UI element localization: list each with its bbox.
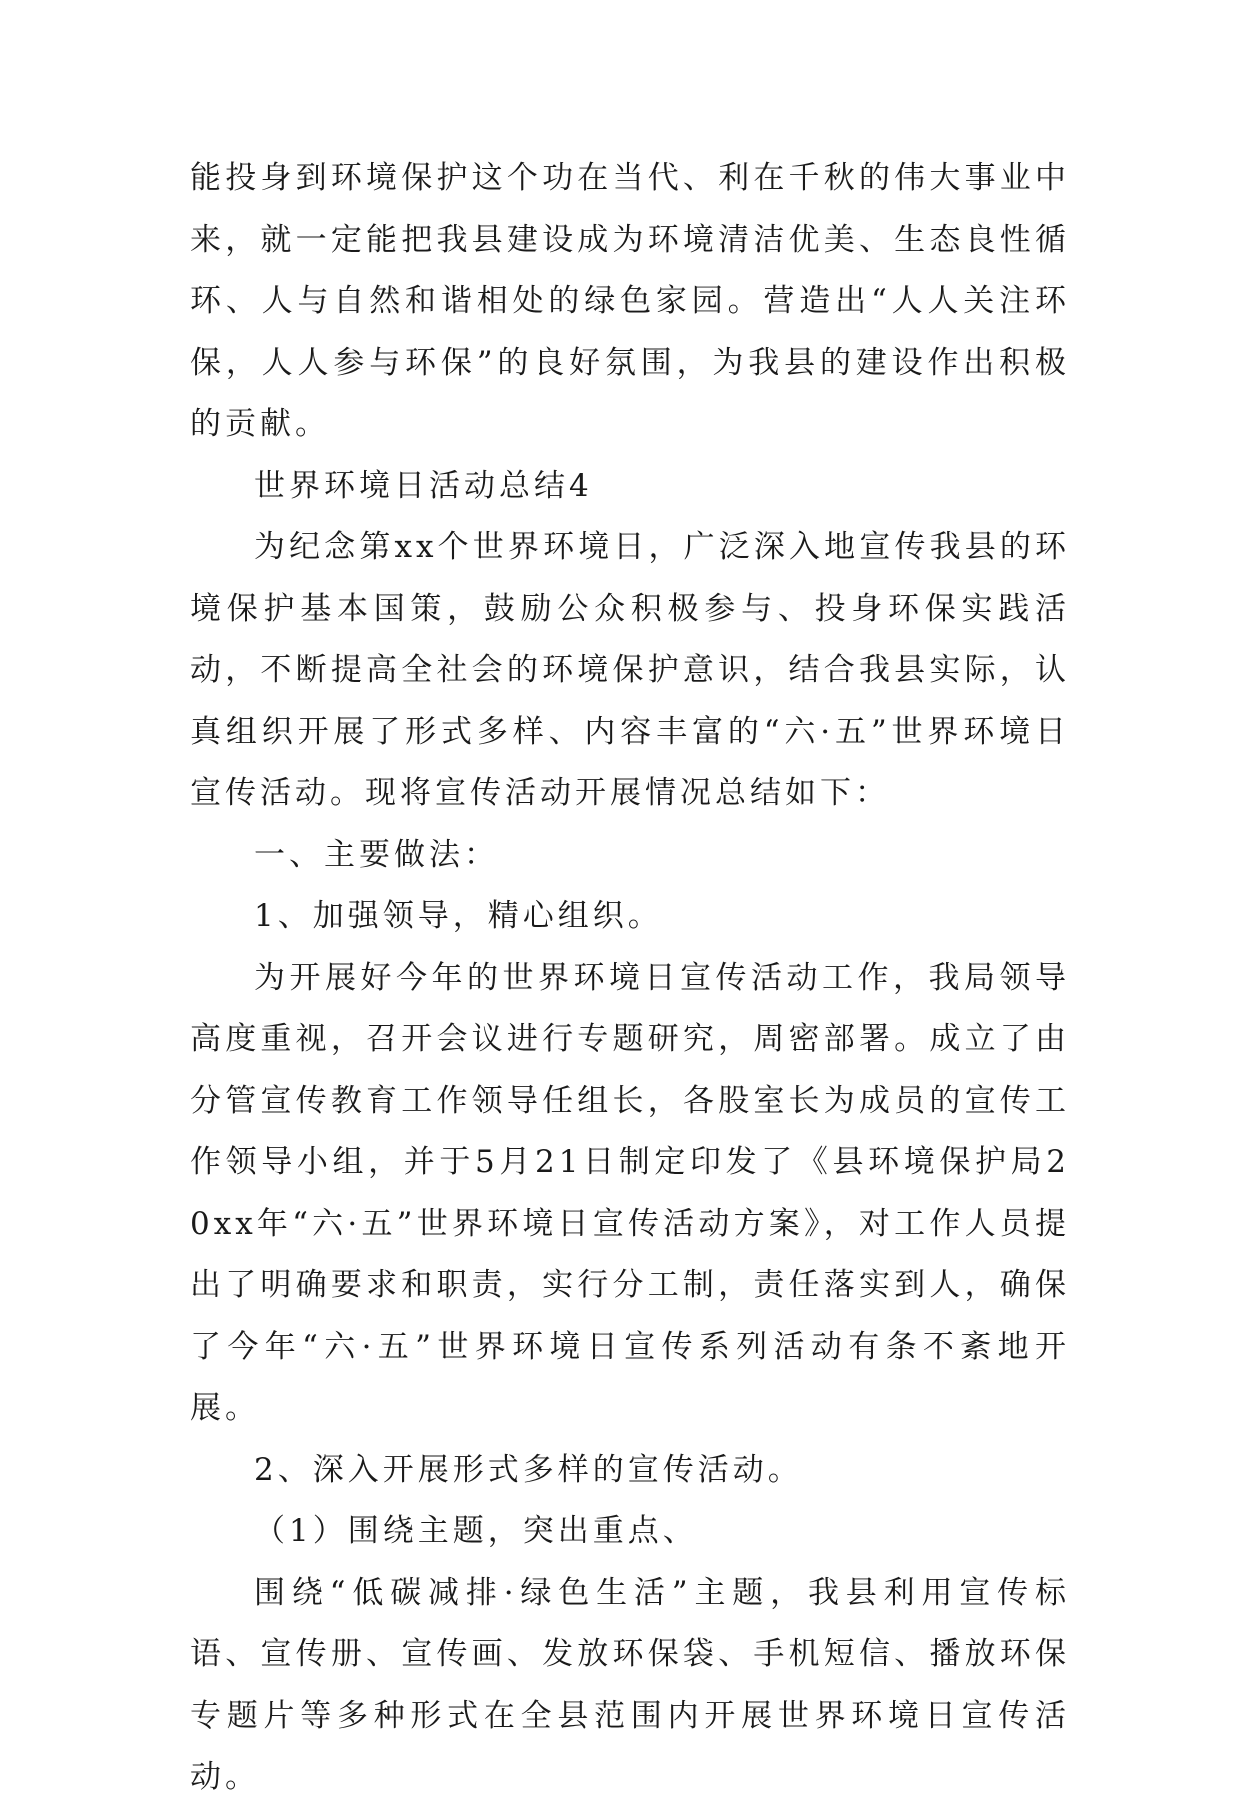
paragraph-intro: 为纪念第xx个世界环境日，广泛深入地宣传我县的环境保护基本国策，鼓励公众积极参与、投身环保实践活动，不断提高全社会的环境保护意识，结合我县实际，认真组织开展了形式多样、内容丰富的“六·五”世界环境日宣传活动。现将宣传活动开展情况总结如下： — [190, 529, 1070, 811]
document-body — [190, 148, 1070, 1809]
paragraph-leadership: 为开展好今年的世界环境日宣传活动工作，我局领导高度重视，召开会议进行专题研究，周密部署。成立了由分管宣传教育工作领导任组长，各股室长为成员的宣传工作领导小组，并于5月21日制定印发了《县环境保护局20xx年“六·五”世界环境日宣传活动方案》，对工作人员提出了明确要求和职责，实行分工制，责任落实到人，确保了今年“六·五”世界环境日宣传系列活动有条不紊地开展。 — [190, 959, 1070, 1426]
subheading-activities: 2、深入开展形式多样的宣传活动。 — [254, 1451, 803, 1488]
section-heading: 世界环境日活动总结4 — [254, 467, 593, 504]
heading-main-practices: 一、主要做法： — [254, 836, 499, 873]
subheading-theme-focus: （1）围绕主题，突出重点、 — [254, 1513, 698, 1549]
paragraph-continuation: 能投身到环境保护这个功在当代、利在千秋的伟大事业中来，就一定能把我县建设成为环境清洁优美、生态良性循环、人与自然和谐相处的绿色家园。营造出“人人关注环保，人人参与环保”的良好氛围，为我县的建设作出积极的贡献。 — [190, 160, 1070, 442]
paragraph-theme: 围绕“低碳减排·绿色生活”主题，我县利用宣传标语、宣传册、宣传画、发放环保袋、手机短信、播放环保专题片等多种形式在全县范围内开展世界环境日宣传活动。 — [190, 1574, 1070, 1795]
subheading-leadership: 1、加强领导，精心组织。 — [254, 898, 663, 934]
